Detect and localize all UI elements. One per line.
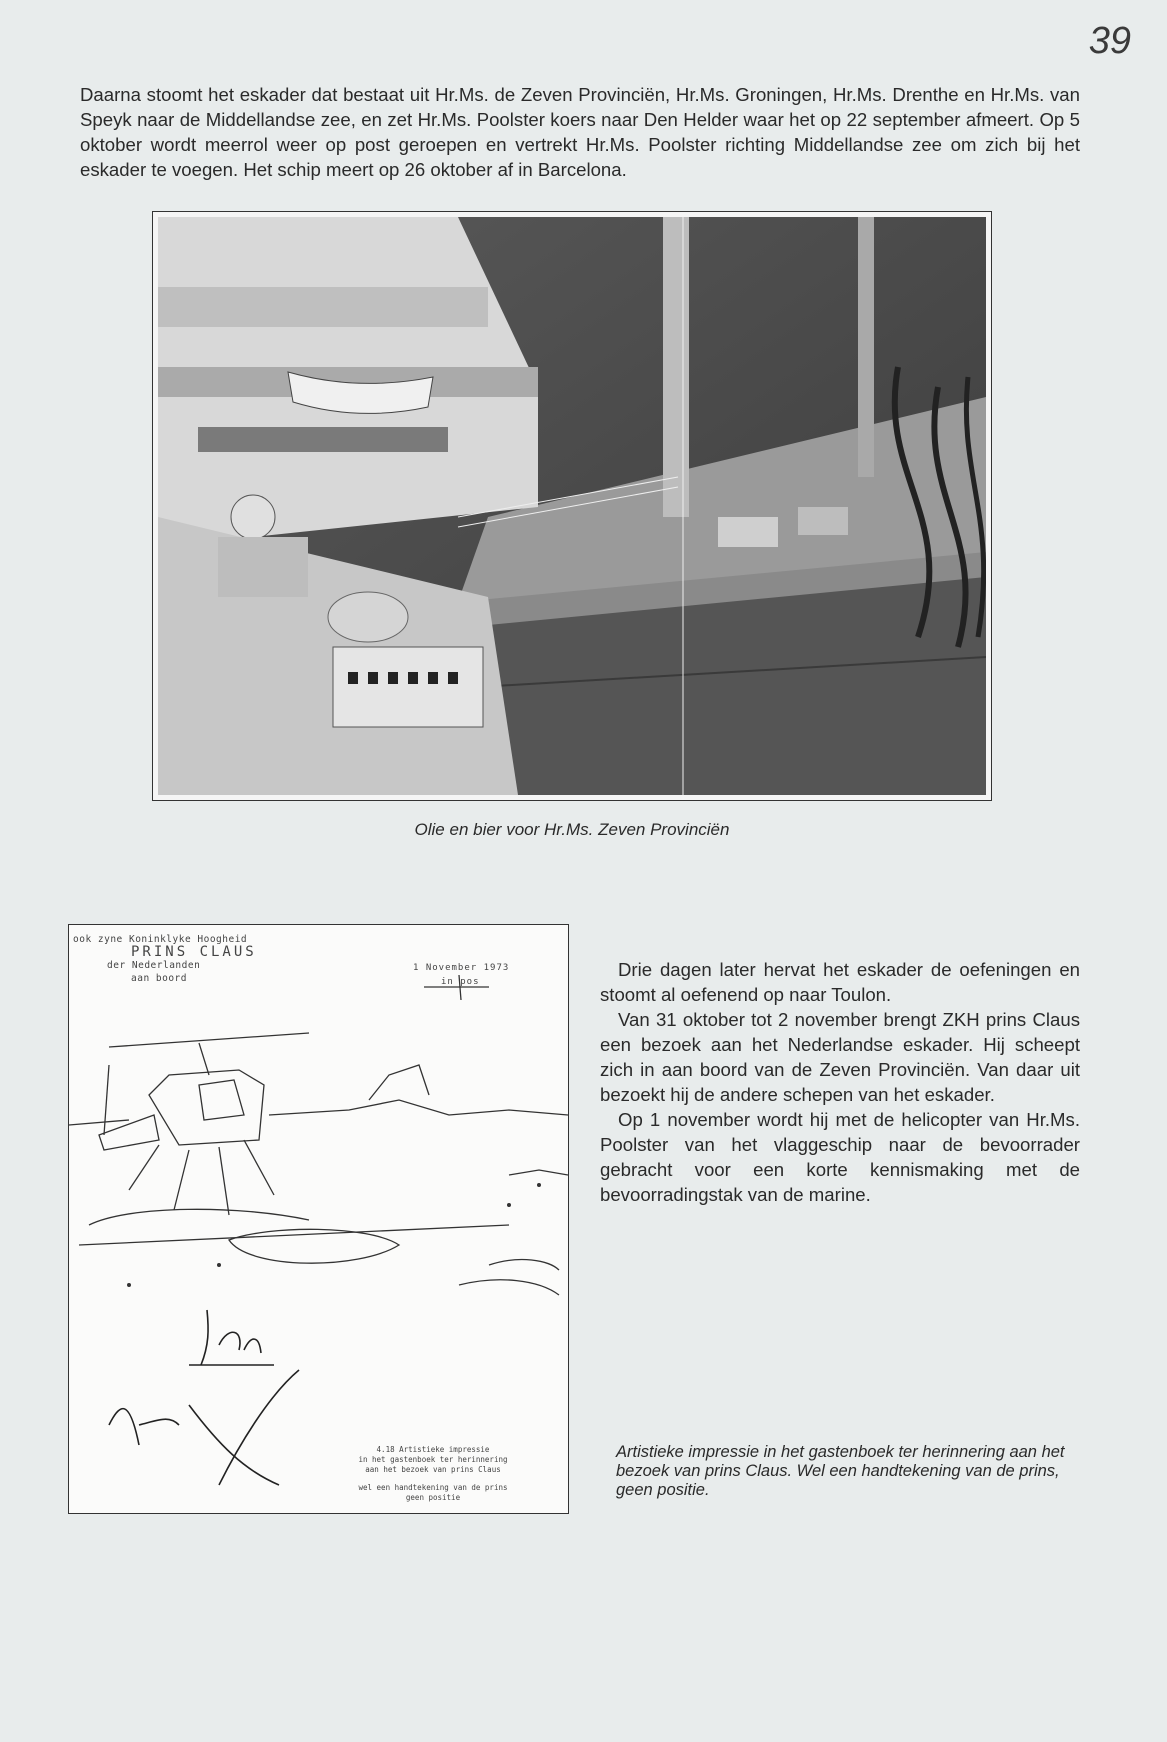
typed-caption — [305, 1445, 561, 1503]
handwritten-line-1: ook zyne Koninklyke Hoogheid — [73, 934, 248, 945]
handwritten-line-3: der Nederlanden — [107, 960, 201, 971]
handwritten-date — [413, 961, 509, 989]
typed-line: 4.18 Artistieke impressie — [376, 1445, 490, 1454]
handwritten-date-line: 1 November 1973 — [413, 963, 510, 973]
typed-line: aan het bezoek van prins Claus — [365, 1465, 501, 1474]
guestbook-sketch — [68, 924, 569, 1514]
body-text — [600, 957, 1080, 1207]
handwritten-prins-claus: PRINS CLAUS — [131, 944, 257, 960]
sketch-caption: Artistieke impressie in het gastenboek ter herinnering aan het bezoek van prins Claus. Wel een handtekening van de prins, geen positie. — [616, 1443, 1065, 1499]
typed-line: in het gastenboek ter herinnering — [358, 1455, 508, 1464]
typed-line: wel een handtekening van de prins — [358, 1483, 508, 1492]
body-paragraph: Van 31 oktober tot 2 november brengt ZKH prins Claus een bezoek aan het Nederlandse eskader. Hij scheept zich in aan boord van de Zeven Provinciën. Van daar uit bezoekt hij de andere schepen van het eskader. — [600, 1009, 1080, 1105]
handwritten-position-line: in pos — [441, 977, 480, 987]
helicopter-sketch-drawing — [69, 925, 568, 1513]
replenishment-photo — [152, 211, 992, 801]
typed-line: geen positie — [405, 1493, 461, 1502]
ship-photo-illustration — [158, 217, 986, 795]
signature-drawing — [109, 1310, 299, 1485]
body-paragraph: Op 1 november wordt hij met de helicopter van Hr.Ms. Poolster van het vlaggeschip naar de bevoorrader gebracht voor een korte kennismaking met de bevoorradingstak van de marine. — [600, 1109, 1080, 1205]
intro-paragraph: Daarna stoomt het eskader dat bestaat uit Hr.Ms. de Zeven Provinciën, Hr.Ms. Groningen, Hr.Ms. Drenthe en Hr.Ms. van Speyk naar de Middellandse zee, en zet Hr.Ms. Poolster koers naar Den Helder waar het op 22 september afmeert. Op 5 oktober wordt meerrol weer op post geroepen en vertrekt Hr.Ms. Poolster richting Middellandse zee om zich bij het eskader te voegen. Het schip meert op 26 oktober af in Barcelona. — [80, 84, 1080, 180]
body-paragraph: Drie dagen later hervat het eskader de oefeningen en stoomt al oefenend op naar Toulon. — [600, 959, 1080, 1005]
photo-caption: Olie en bier voor Hr.Ms. Zeven Provinciën — [414, 820, 730, 839]
handwritten-header — [73, 933, 257, 985]
page-number: 39 — [1088, 20, 1131, 62]
handwritten-line-4: aan boord — [131, 973, 187, 984]
